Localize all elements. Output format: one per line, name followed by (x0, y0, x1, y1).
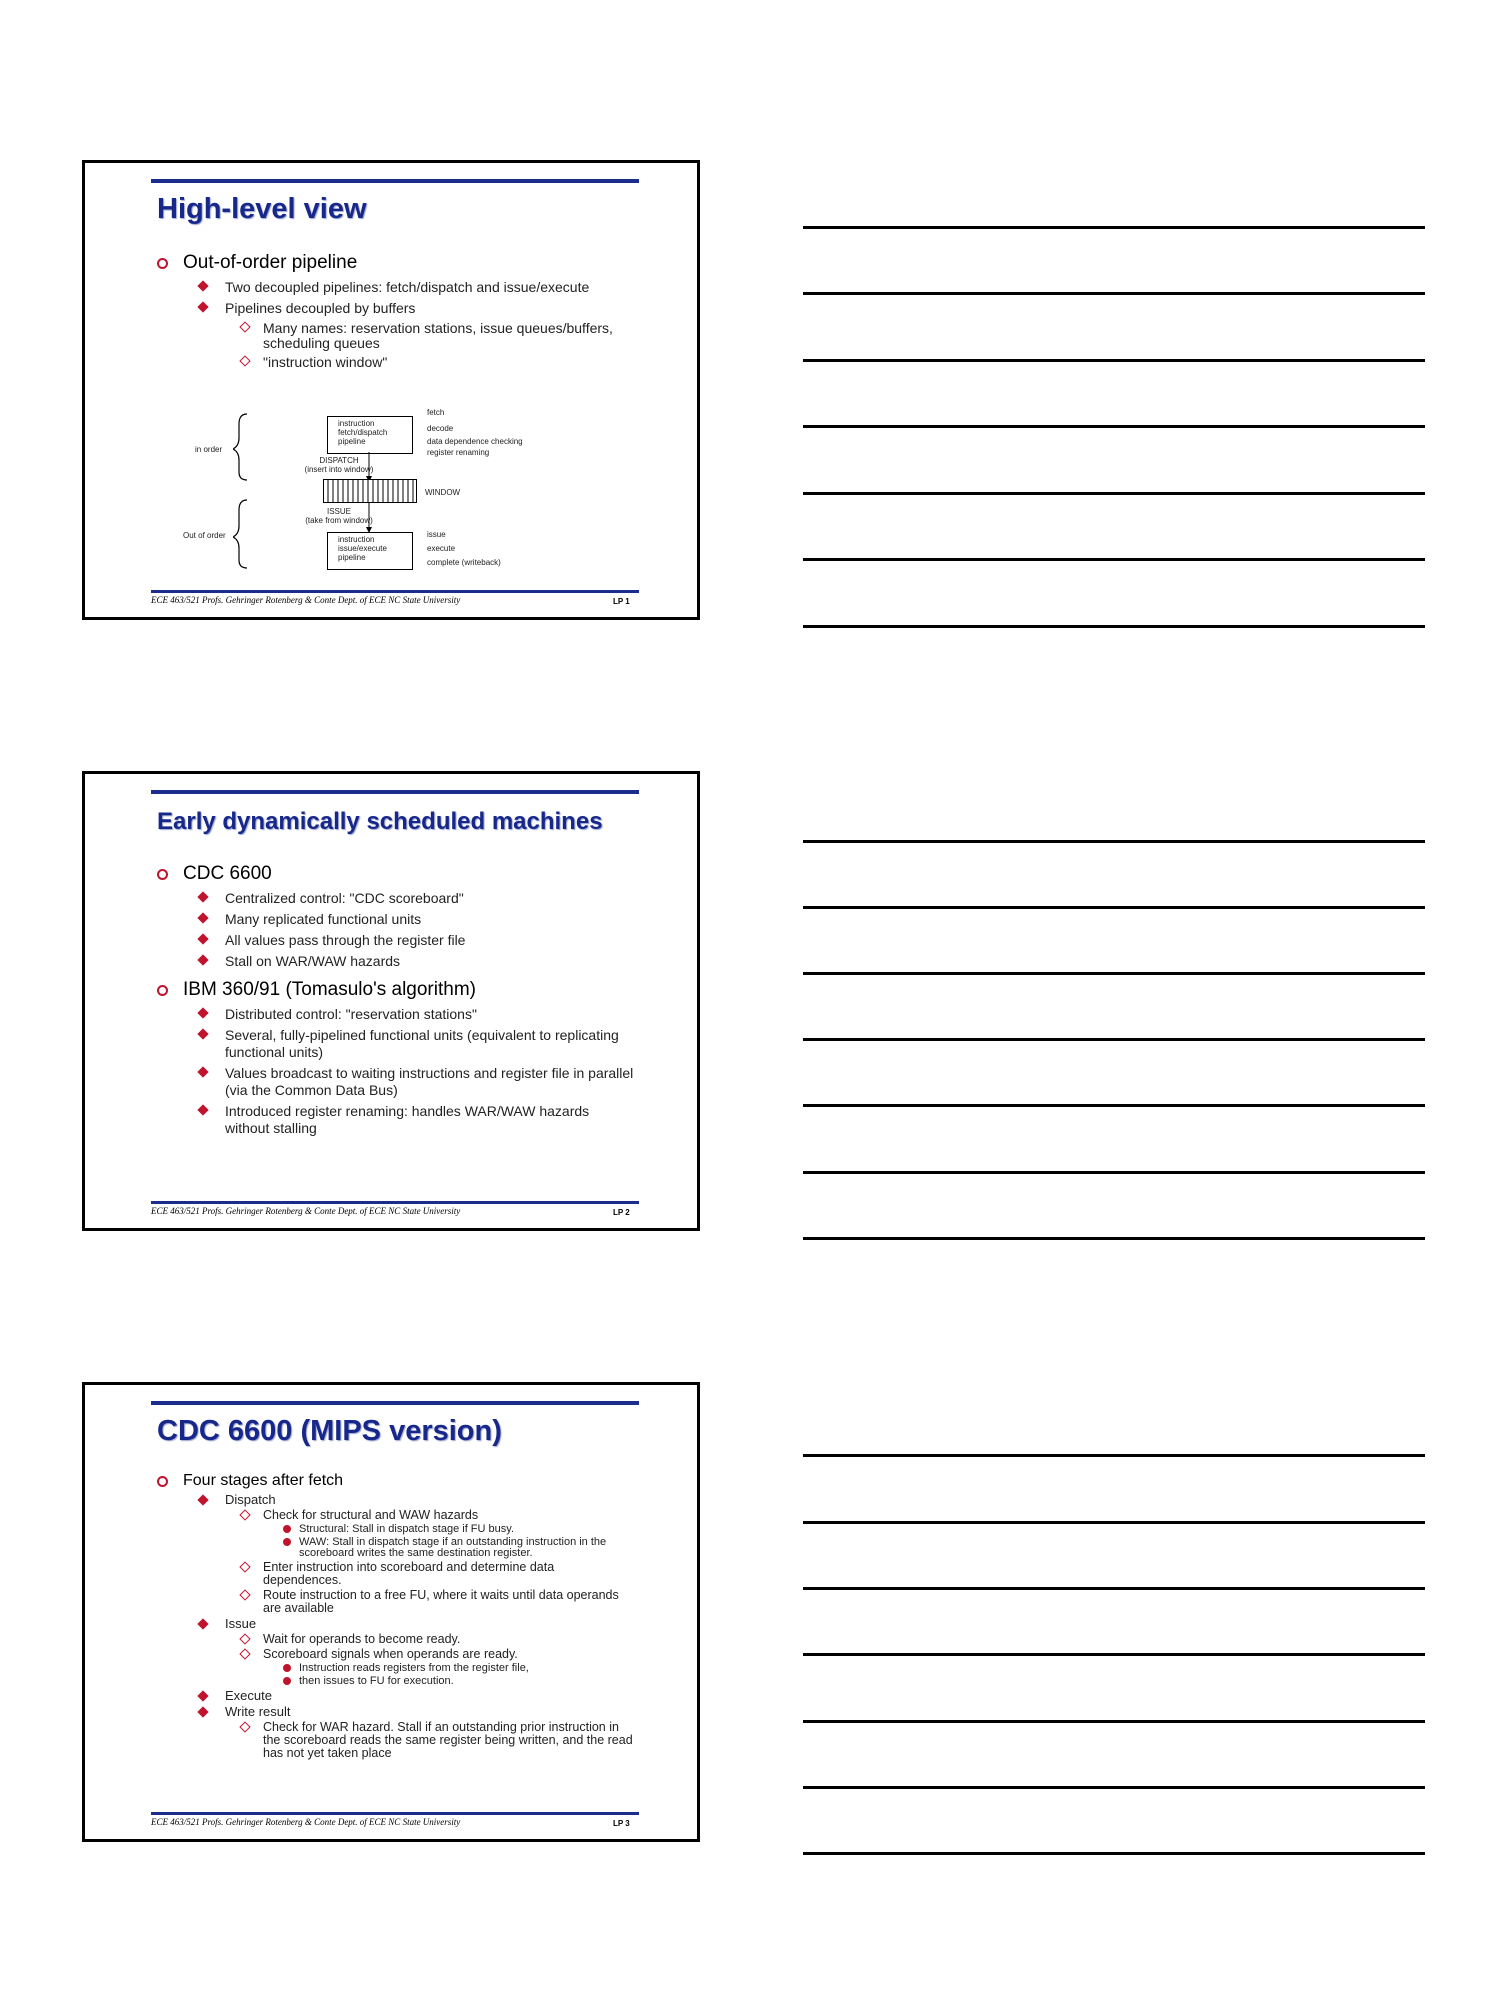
bullet-level-3: "instruction window" (155, 355, 635, 370)
hollow-diamond-bullet-icon (239, 1561, 250, 1572)
diamond-bullet-icon (197, 1706, 208, 1717)
circle-bullet-icon (157, 985, 168, 996)
diamond-bullet-icon (197, 954, 208, 965)
dot-bullet-icon (283, 1538, 291, 1546)
instruction-window-icon (323, 479, 417, 503)
diamond-bullet-icon (197, 301, 208, 312)
slide-page-number: LP 1 (613, 597, 630, 606)
dot-bullet-icon (283, 1664, 291, 1672)
issue-execute-box: instruction issue/execute pipeline (327, 532, 413, 570)
issue-label: ISSUE (take from window) (305, 507, 373, 525)
note-line (803, 625, 1425, 628)
diamond-bullet-icon (197, 1007, 208, 1018)
diamond-bullet-icon (197, 933, 208, 944)
dot-bullet-icon (283, 1525, 291, 1533)
slide-bullets (155, 856, 635, 1137)
slide-3 (82, 1382, 700, 1842)
bullet-level-2: Two decoupled pipelines: fetch/dispatch and issue/execute (155, 279, 635, 296)
bullet-level-2: Many replicated functional units (155, 911, 635, 928)
slide-top-rule (151, 179, 639, 183)
slide-footer: ECE 463/521 Profs. Gehringer Rotenberg & Conte Dept. of ECE NC State University (151, 595, 461, 605)
bullet-level-3: Check for structural and WAW hazards (155, 1509, 635, 1522)
slide-bottom-rule (151, 1812, 639, 1815)
hollow-diamond-bullet-icon (239, 1589, 250, 1600)
circle-bullet-icon (157, 869, 168, 880)
note-line (803, 906, 1425, 909)
circle-bullet-icon (157, 1476, 168, 1487)
slide-footer: ECE 463/521 Profs. Gehringer Rotenberg & Conte Dept. of ECE NC State University (151, 1206, 461, 1216)
note-line (803, 1786, 1425, 1789)
hollow-diamond-bullet-icon (239, 1648, 250, 1659)
diamond-bullet-icon (197, 1028, 208, 1039)
bullet-level-1: Out-of-order pipeline (155, 251, 635, 275)
label-in-order: in order (195, 445, 223, 454)
note-line (803, 1852, 1425, 1855)
hollow-diamond-bullet-icon (239, 1721, 250, 1732)
note-line (803, 1038, 1425, 1041)
bullet-level-3: Route instruction to a free FU, where it waits until data operands are available (155, 1589, 635, 1615)
bullet-level-3: Wait for operands to become ready. (155, 1633, 635, 1646)
note-line (803, 1237, 1425, 1240)
note-line (803, 359, 1425, 362)
bullet-level-1: Four stages after fetch (155, 1471, 635, 1491)
bullet-level-1: IBM 360/91 (Tomasulo's algorithm) (155, 978, 635, 1002)
note-line (803, 492, 1425, 495)
diamond-bullet-icon (197, 1104, 208, 1115)
bullet-level-2: Stall on WAR/WAW hazards (155, 953, 635, 970)
bullet-level-2: All values pass through the register file (155, 932, 635, 949)
bullet-level-4: then issues to FU for execution. (155, 1676, 635, 1687)
slide-2 (82, 771, 700, 1231)
note-line (803, 1521, 1425, 1524)
hollow-diamond-bullet-icon (239, 355, 250, 366)
bullet-level-2: Execute (155, 1689, 635, 1703)
hollow-diamond-bullet-icon (239, 321, 250, 332)
brace-icon (233, 408, 253, 583)
slide-page-number: LP 2 (613, 1208, 630, 1217)
bullet-level-2: Introduced register renaming: handles WAR/WAW hazards without stalling (155, 1103, 635, 1137)
circle-bullet-icon (157, 258, 168, 269)
note-line (803, 425, 1425, 428)
window-label: WINDOW (425, 488, 461, 497)
bullet-level-2: Several, fully-pipelined functional units (equivalent to replicating functional units) (155, 1027, 635, 1061)
note-line (803, 840, 1425, 843)
bullet-level-2: Dispatch (155, 1493, 635, 1507)
diamond-bullet-icon (197, 891, 208, 902)
slide-1 (82, 160, 700, 620)
pipeline-diagram: in order Out of order instruction fetch/dispatch pipeline DISPATCH (insert into window) WINDOW ISSUE (take from window) instruction issue/execute pipeline fetch decode data dependence checking register renaming issue execute complete (writeback) (195, 408, 595, 583)
note-line (803, 558, 1425, 561)
note-line (803, 1587, 1425, 1590)
bullet-level-2: Issue (155, 1617, 635, 1631)
slide-footer: ECE 463/521 Profs. Gehringer Rotenberg & Conte Dept. of ECE NC State University (151, 1817, 461, 1827)
bullet-level-2: Centralized control: "CDC scoreboard" (155, 890, 635, 907)
note-line (803, 1104, 1425, 1107)
hollow-diamond-bullet-icon (239, 1633, 250, 1644)
bullet-level-2: Write result (155, 1705, 635, 1719)
diamond-bullet-icon (197, 1494, 208, 1505)
hollow-diamond-bullet-icon (239, 1509, 250, 1520)
dot-bullet-icon (283, 1677, 291, 1685)
bullet-level-3: Scoreboard signals when operands are ready. (155, 1648, 635, 1661)
bullet-level-3: Check for WAR hazard. Stall if an outstanding prior instruction in the scoreboard reads the same register being written, and the read has not yet taken place (155, 1721, 635, 1760)
slide-title: CDC 6600 (MIPS version) (157, 1415, 502, 1447)
note-line (803, 1720, 1425, 1723)
bullet-level-4: Structural: Stall in dispatch stage if FU busy. (155, 1524, 635, 1535)
slide-bullets (155, 1465, 635, 1760)
note-line (803, 972, 1425, 975)
slide-top-rule (151, 790, 639, 794)
fetch-dispatch-box: instruction fetch/dispatch pipeline (327, 416, 413, 454)
dispatch-label: DISPATCH (insert into window) (304, 456, 374, 474)
bullet-level-3: Enter instruction into scoreboard and determine data dependences. (155, 1561, 635, 1587)
bullet-level-2: Values broadcast to waiting instructions and register file in parallel (via the Common Data Bus) (155, 1065, 635, 1099)
bullet-level-2: Distributed control: "reservation stations" (155, 1006, 635, 1023)
note-line (803, 292, 1425, 295)
diamond-bullet-icon (197, 912, 208, 923)
bullet-level-3: Many names: reservation stations, issue queues/buffers, scheduling queues (155, 321, 635, 351)
label-out-of-order: Out of order (183, 531, 226, 540)
bullet-level-2: Pipelines decoupled by buffers (155, 300, 635, 317)
slide-title: Early dynamically scheduled machines (157, 808, 603, 835)
diamond-bullet-icon (197, 1066, 208, 1077)
slide-bottom-rule (151, 1201, 639, 1204)
slide-top-rule (151, 1401, 639, 1405)
slide-bullets (155, 245, 635, 370)
note-line (803, 1171, 1425, 1174)
bullet-level-1: CDC 6600 (155, 862, 635, 886)
note-line (803, 1454, 1425, 1457)
diamond-bullet-icon (197, 1618, 208, 1629)
slide-page-number: LP 3 (613, 1819, 630, 1828)
slide-bottom-rule (151, 590, 639, 593)
note-line (803, 226, 1425, 229)
slide-title: High-level view (157, 193, 367, 225)
bullet-level-4: WAW: Stall in dispatch stage if an outstanding instruction in the scoreboard writes the same destination register. (155, 1537, 635, 1559)
diamond-bullet-icon (197, 1690, 208, 1701)
diamond-bullet-icon (197, 280, 208, 291)
bullet-level-4: Instruction reads registers from the register file, (155, 1663, 635, 1674)
note-line (803, 1653, 1425, 1656)
